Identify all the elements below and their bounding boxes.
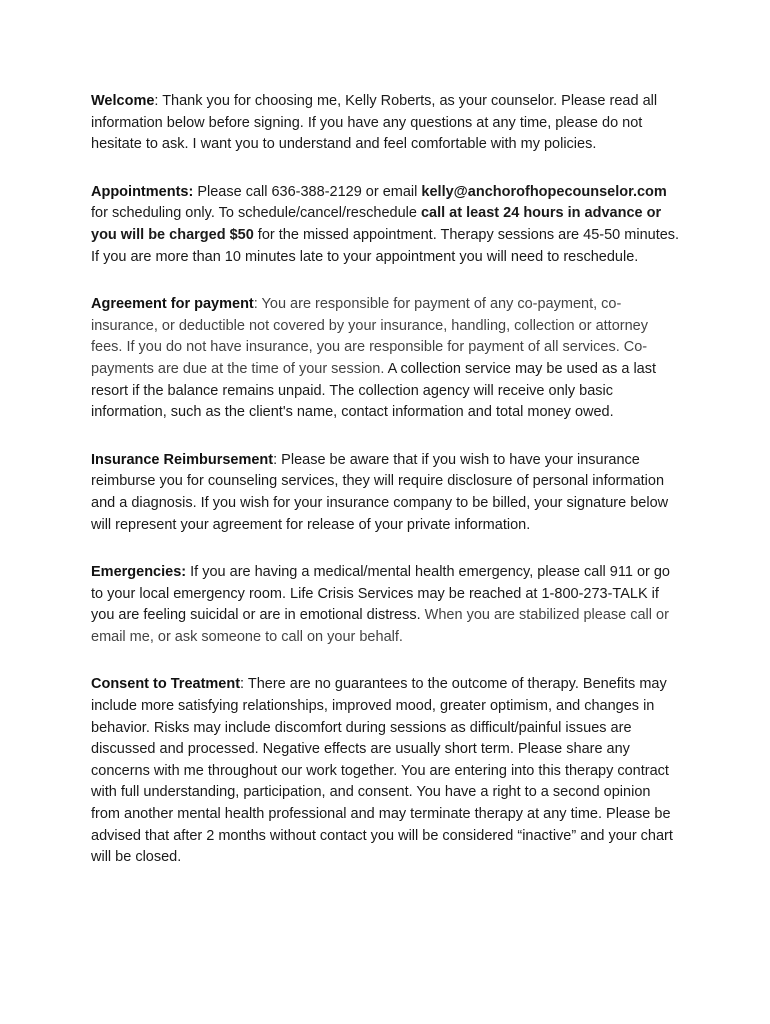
emergencies-paragraph bbox=[91, 562, 680, 648]
appointments-cancellation-policy: call at least 24 hours in advance or you will be charged $50 bbox=[91, 205, 662, 243]
emergencies-section bbox=[91, 562, 680, 648]
appointments-paragraph bbox=[91, 182, 680, 268]
welcome-paragraph bbox=[91, 91, 680, 156]
payment-paragraph bbox=[91, 294, 680, 424]
welcome-label: Welcome bbox=[91, 93, 155, 109]
appointments-text-2: for scheduling only. To schedule/cancel/reschedule bbox=[91, 205, 421, 222]
emergencies-text-2: When you are stabilized please call or email me, or ask someone to call on your behalf. bbox=[91, 607, 669, 645]
insurance-text: : Please be aware that if you wish to have your insurance reimburse you for counseling services, they will require disclosure of personal information and a diagnosis. If you wish for your insurance company to be billed, your signature below will represent your agreement for release of your private information. bbox=[91, 451, 669, 533]
insurance-section bbox=[91, 450, 680, 536]
payment-text-2: A collection service may be used as a last resort if the balance remains unpaid. The collection agency will receive only basic information, such as the client's name, contact information and total money owed. bbox=[91, 360, 657, 421]
appointments-email: kelly@anchorofhopecounselor.com bbox=[421, 183, 667, 200]
consent-section bbox=[91, 674, 680, 868]
consent-text: : There are no guarantees to the outcome of therapy. Benefits may include more satisfying relationships, improved mood, greater optimism, and changes in behavior. Risks may include discomfort during sessions as difficult/painful issues are discussed and processed. Negative effects are usually short term. Please share any concerns with me throughout our work together. You are entering into this therapy contract with full understanding, participation, and consent. You have a right to a second opinion from another mental health professional and may terminate therapy at any time. Please be advised that after 2 months without contact you will be considered “inactive” and your chart will be closed. bbox=[91, 676, 673, 866]
payment-section bbox=[91, 294, 680, 424]
consent-label: Consent to Treatment bbox=[91, 676, 241, 693]
welcome-section bbox=[91, 91, 680, 156]
insurance-paragraph bbox=[91, 450, 680, 536]
appointments-text-3: for the missed appointment. Therapy sessions are 45-50 minutes. If you are more than 10 minutes late to your appointment you will need to reschedule. bbox=[91, 226, 680, 265]
payment-text-1: : You are responsible for payment of any co-payment, co-insurance, or deductible not covered by your insurance, handling, collection or attorney fees. If you do not have insurance, you are responsible for payment of all services. Co-payments are due at the time of your session. bbox=[91, 296, 648, 377]
payment-label: Agreement for payment bbox=[91, 296, 254, 313]
insurance-label: Insurance Reimbursement bbox=[91, 451, 274, 468]
appointments-text-1: Please call 636-388-2129 or email bbox=[193, 183, 422, 200]
welcome-text: : Thank you for choosing me, Kelly Roberts, as your counselor. Please read all information below before signing. If you have any questions at any time, please do not hesitate to ask. I want you to understand and feel comfortable with my policies. bbox=[91, 93, 658, 153]
appointments-section bbox=[91, 182, 680, 268]
emergencies-label: Emergencies: bbox=[91, 564, 187, 581]
consent-paragraph bbox=[91, 674, 680, 868]
emergencies-text-1: If you are having a medical/mental health emergency, please call 911 or go to your local emergency room. Life Crisis Services may be reached at 1-800-273-TALK if you are feeling suicidal or are in emotional distress. bbox=[91, 564, 670, 624]
appointments-label: Appointments: bbox=[91, 183, 194, 200]
